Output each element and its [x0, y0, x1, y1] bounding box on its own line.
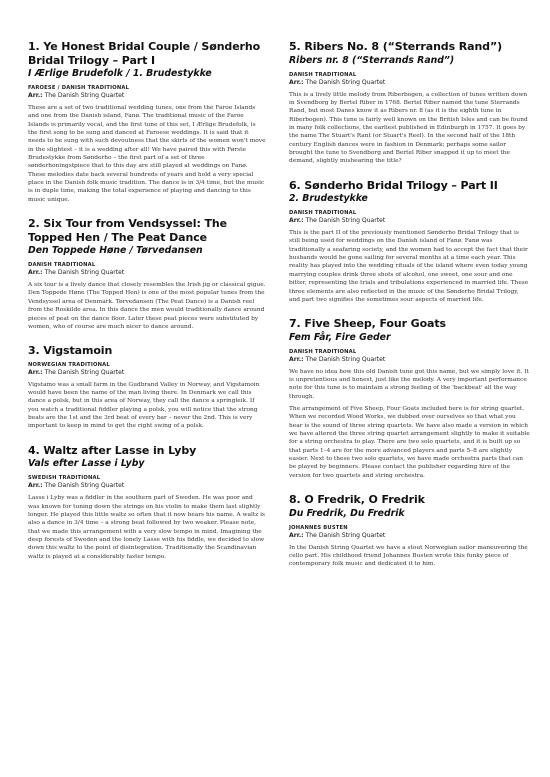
- arranger-line: [28, 482, 266, 490]
- arranger-name: The Danish String Quartet: [305, 217, 386, 225]
- track-title: 2. Six Tour from Vendsyssel: The Topped Hen / The Peat Dance: [28, 217, 227, 244]
- arranger-name: The Danish String Quartet: [44, 92, 125, 99]
- track-title: 5. Ribers No. 8 (“Sterrands Rand”): [289, 40, 503, 53]
- track-subtitle: Fem Får, Fire Geder: [289, 331, 391, 343]
- track-title: 8. O Fredrik, O Fredrik: [289, 493, 425, 507]
- track-description: In the Danish String Quartet we have a stout Norwegian sailor maneuvering the cello part. His childhood friend Johannes Busten wrote this funky piece of contemporary folk music and dedicated it to him.: [289, 544, 528, 568]
- arranger-label: Arr.:: [28, 269, 43, 277]
- arranger-name: The Danish String Quartet: [305, 78, 386, 86]
- track-origin: DANISH TRADITIONAL: [289, 71, 357, 78]
- track-origin: DANISH TRADITIONAL: [28, 262, 96, 269]
- arranger-label: Arr.:: [28, 368, 43, 376]
- arranger-name: The Danish String Quartet: [305, 531, 386, 539]
- arranger-line: [28, 369, 266, 377]
- arranger-line: [28, 92, 266, 100]
- arranger-line: [289, 217, 530, 225]
- arranger-label: Arr.:: [289, 217, 304, 225]
- track-section: [289, 40, 530, 166]
- track-title: 6. Sønderho Bridal Trilogy – Part II: [289, 178, 498, 192]
- left-column: [28, 40, 266, 582]
- track-section: [289, 317, 530, 480]
- two-column-layout: [28, 40, 530, 582]
- arranger-line: [289, 356, 530, 364]
- arranger-name: The Danish String Quartet: [44, 482, 125, 490]
- arranger-line: [28, 269, 266, 277]
- track-origin: JOHANNES BUSTEN: [289, 524, 348, 531]
- arranger-name: The Danish String Quartet: [44, 269, 125, 277]
- arranger-label: Arr.:: [289, 78, 304, 86]
- track-description: A six tour is a lively dance that closely resembles the Irish jig or classical gigue. Den Toppede Høne (The Topped Hen) is one of the most popular tunes from the Vendsyssel area of Denmark. Tørvedansen (The Peat Dance) is a Danish reel from the Roskilde area. In this dance the men would traditionally dance around pieces of peat on the dance floor. Later these peat pieces were substituted by women, who of course are much nicer to dance around.: [28, 282, 266, 330]
- arranger-label: Arr.:: [289, 355, 304, 363]
- track-section: [28, 444, 266, 561]
- right-column: [289, 40, 530, 582]
- track-subtitle: Vals efter Lasse i Lyby: [28, 458, 145, 470]
- track-section: [28, 217, 266, 331]
- track-description: These are a set of two traditional wedding tunes, one from the Faroe Islands and one from the Danish island, Fanø. The traditional music of the Faroe Islands is primarily vocal, and the first tune of this set, I Ærlige Brudefolk, is the first song to be sung and danced at Faroese weddings. It is said that it needs to be sung with such devoutness that the skirts of the women won't move in the slightest – it is a wedding after all! We have paired this with Første Brudestykke from Sønderho – the first part of a set of three sønderhoningstpiece that to this day are still played at weddings on Fanø. These melodies date back several hundreds of years and hold a very special place in the Danish folk music tradition. The dance is in 3/4 time, but the music is in duple time, making the total experience of playing and dancing to this music unique.: [28, 105, 266, 203]
- track-title: 1. Ye Honest Bridal Couple / Sønderho Bridal Trilogy – Part I: [28, 40, 261, 67]
- arranger-line: [289, 79, 530, 87]
- track-section: [289, 493, 530, 569]
- track-section: [289, 179, 530, 305]
- track-title: 3. Vigstamoin: [28, 344, 113, 358]
- arranger-label: Arr.:: [289, 531, 304, 539]
- track-subtitle: Ribers nr. 8 (“Sterrands Rand”): [289, 54, 455, 66]
- track-subtitle: Den Toppede Høne / Tørvedansen: [28, 245, 203, 257]
- track-description: We have no idea how this old Danish tune got this name, but we simply love it. It is unpretentious and honest, just like the melody. A very important performance note for this tune is to maintain a strong feeling of the 'backbeat' all the way through.: [289, 368, 529, 400]
- track-origin: NORWEGIAN TRADITIONAL: [28, 361, 110, 368]
- arranger-name: The Danish String Quartet: [305, 355, 386, 363]
- track-description: Lasse i Lyby was a fiddler in the southern part of Sweden. He was poor and was known for tuning down the strings on his violin to make them last slightly longer. He played this little waltz so often that it now bears his name. A waltz is also a dance in 3/4 time – a strong beat followed by two weaker. Please note, that we made this arrangement with a very slow tempo in mind. Imagining the deep forests of Sweden and the lonely Lasse with his fiddle, we decided to slow down this waltz to the point of disintegration. Traditionally the Scandinavian waltz is played at a considerably faster tempo.: [28, 495, 266, 560]
- arranger-line: [289, 532, 530, 540]
- track-description: This is the part II of the previously mentioned Sønderho Bridal Trilogy that is still being used for weddings on the Danish island of Fanø. Fanø was traditionally a seafaring society, and the women had to accept the fact that their husbands would be gone sailing for several months at a time each year. This reality has played into the wedding rituals of the island where even today young marrying couples drink three shots of alcohol, one sweet, one sour and one bitter, representing the trials and tribulations experienced in married life. These three elements are also reflected in the music of the Sønderho Bridal Trilogy, and part two signifies the sometimes sour aspects of married life.: [289, 230, 529, 303]
- track-section: [28, 344, 266, 431]
- track-origin: DANISH TRADITIONAL: [289, 348, 357, 355]
- track-description: This is a lively little melody from Riberbogen, a collection of tunes written down in Svendborg by Bertel Riber in 1768. Bertel Riber named the tune Sterrands Rand, but most Danes know it as Ribers nr. 8 (as it is the eighth tune in Riberbogen). This tune is fairly well known on the British Isles and can be found in many folk collections, the earliest published in Edinburgh in 1757. It goes by the name The Stuart's Rant (or Stuart's Reel). In the second half of the 18th century English dances were in fashion in Denmark; perhaps some sailor brought the tune to Svendborg and Bertel Riber snapped it up to meet the demand, slightly mishearing the title?: [289, 91, 528, 165]
- track-origin: SWEDISH TRADITIONAL: [28, 475, 101, 482]
- arranger-label: Arr.:: [28, 482, 43, 490]
- track-subtitle: Du Fredrik, Du Fredrik: [289, 507, 405, 519]
- track-subtitle: 2. Brudestykke: [289, 193, 368, 205]
- track-origin: FAROESE / DANISH TRADITIONAL: [28, 85, 130, 91]
- track-origin: DANISH TRADITIONAL: [289, 210, 357, 217]
- arranger-label: Arr.:: [28, 92, 43, 99]
- arranger-name: The Danish String Quartet: [44, 368, 125, 376]
- track-description: The arrangement of Five Sheep, Four Goats included here is for string quartet. When we recorded Wood Works, we dubbed over ourselves so that what you hear is the sound of three string quartets. We have also made a version in which we have altered the three string quartet arrangement slightly to make it suitable for a string orchestra to play. There are two solo quartets, and it is built up so that parts 1–4 are for the more advanced players and parts 5–8 are slightly easier. Next to these two solo quartets, we have made orchestra parts that can be played by beginners. Please contact the publisher regarding hire of the version for two quartets and string orchestra.: [289, 406, 530, 479]
- track-title: 4. Waltz after Lasse in Lyby: [28, 443, 197, 457]
- track-subtitle: I Ærlige Brudefolk / 1. Brudestykke: [28, 68, 212, 79]
- track-title: 7. Five Sheep, Four Goats: [289, 317, 446, 331]
- track-section: [28, 40, 266, 204]
- track-description: Vigstamo was a small farm in the Gudbrand Valley in Norway, and Vigstamoin would have been the name of the man living there. In Denmark we call this dance a polsk, but in this area of Norway, they call the dance a springleik. If you watch a traditional fiddler playing a polsk, you will notice that the strong beats are the 1st and the 3rd beat of every bar – never the 2nd. This is very important to keep in mind to get the right swing of a polsk.: [28, 381, 260, 430]
